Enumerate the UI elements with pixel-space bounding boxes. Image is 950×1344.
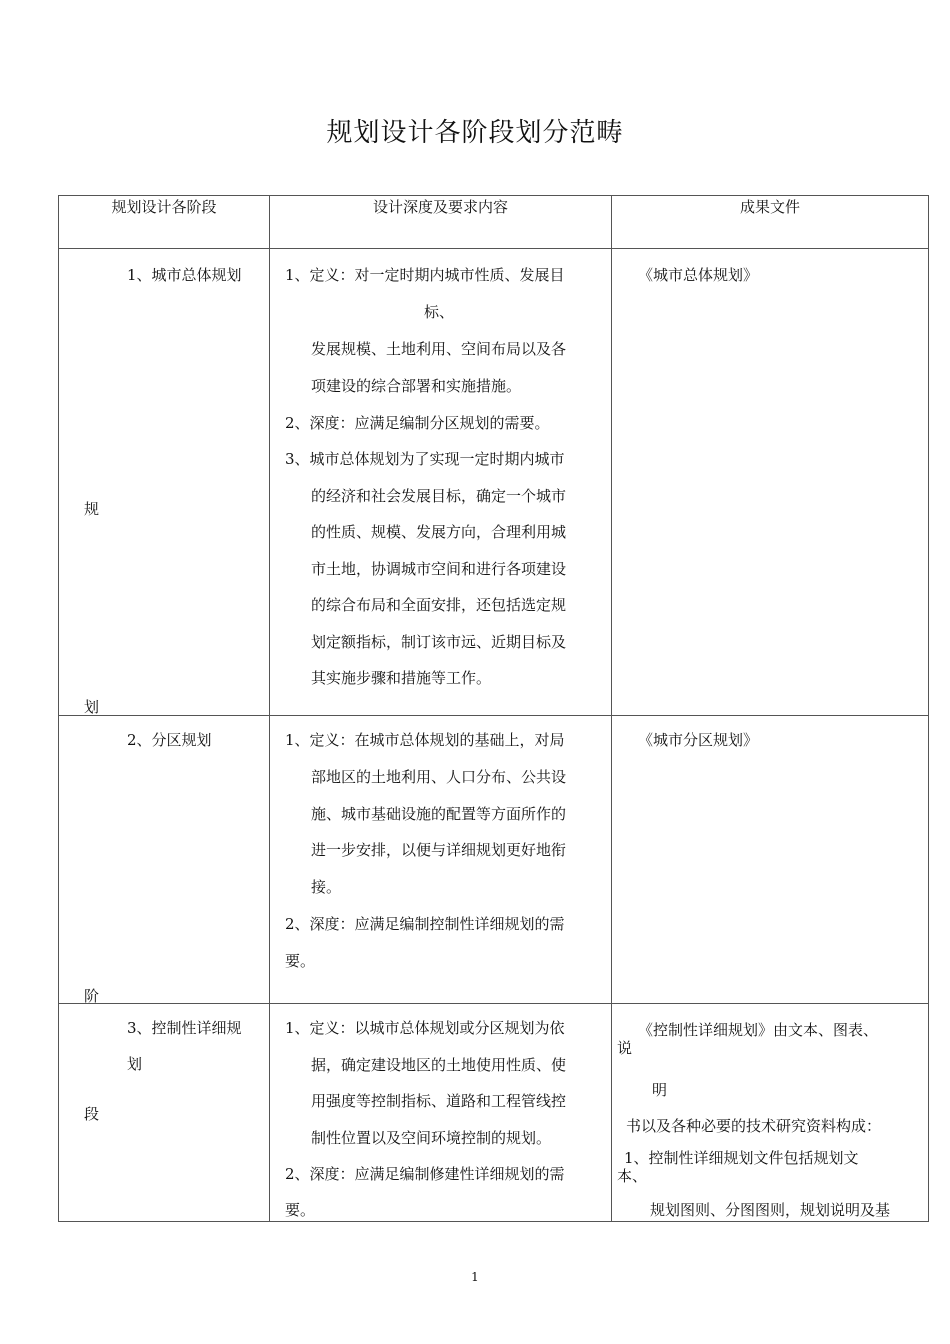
result-line: 《控制性详细规划》由文本、图表、 <box>638 1021 879 1039</box>
header-result: 成果文件 <box>612 196 929 249</box>
phase-char: 阶 <box>84 987 100 1005</box>
phase-char: 规 <box>84 500 100 518</box>
stage-cell <box>59 249 270 716</box>
result-cell <box>612 249 929 716</box>
result-line: 1、控制性详细规划文件包括规划文 <box>624 1149 859 1167</box>
content-line: 市土地，协调城市空间和进行各项建设 <box>311 560 567 578</box>
result-line: 《城市总体规划》 <box>638 266 759 284</box>
stage-name: 2、分区规划 <box>127 731 212 749</box>
header-stage: 规划设计各阶段 <box>59 196 270 249</box>
content-line: 1、定义：在城市总体规划的基础上，对局 <box>285 731 565 749</box>
content-line: 的经济和社会发展目标，确定一个城市 <box>311 487 567 505</box>
content-line: 3、城市总体规划为了实现一定时期内城市 <box>285 450 565 468</box>
phase-char: 段 <box>84 1105 100 1123</box>
content-line: 进一步安排，以便与详细规划更好地衔 <box>311 841 567 859</box>
content-line: 标、 <box>424 303 455 321</box>
result-line: 书以及各种必要的技术研究资料构成： <box>626 1117 882 1135</box>
content-cell <box>270 716 612 1004</box>
result-line: 明 <box>652 1081 668 1099</box>
phase-char: 划 <box>84 698 100 716</box>
content-line: 接。 <box>311 878 342 896</box>
content-line: 1、定义：以城市总体规划或分区规划为依 <box>285 1019 565 1037</box>
stage-name: 1、城市总体规划 <box>127 266 242 284</box>
result-line: 《城市分区规划》 <box>638 731 759 749</box>
content-line: 划定额指标，制订该市远、近期目标及 <box>311 633 567 651</box>
header-content: 设计深度及要求内容 <box>270 196 612 249</box>
content-line: 施、城市基础设施的配置等方面所作的 <box>311 805 567 823</box>
content-line: 其实施步骤和措施等工作。 <box>311 669 492 687</box>
content-line: 的性质、规模、发展方向，合理利用城 <box>311 523 567 541</box>
content-line: 制性位置以及空间环境控制的规划。 <box>311 1129 552 1147</box>
page-title: 规划设计各阶段划分范畴 <box>326 118 624 148</box>
content-line: 据，确定建设地区的土地使用性质、使 <box>311 1056 567 1074</box>
content-line: 要。 <box>285 952 316 970</box>
table-row <box>59 1004 929 1222</box>
result-cell <box>612 716 929 1004</box>
result-line: 本、 <box>617 1167 648 1185</box>
content-line: 要。 <box>285 1201 316 1219</box>
page-number: 1 <box>471 1270 479 1284</box>
table-row <box>59 249 929 716</box>
stage-name: 3、控制性详细规 <box>127 1019 242 1037</box>
content-line: 发展规模、土地利用、空间布局以及各 <box>311 340 567 358</box>
table-row <box>59 716 929 1004</box>
content-line: 项建设的综合部署和实施措施。 <box>311 377 522 395</box>
stage-cell <box>59 716 270 1004</box>
content-line: 部地区的土地利用、人口分布、公共设 <box>311 768 567 786</box>
content-line: 2、深度：应满足编制修建性详细规划的需 <box>285 1165 565 1183</box>
stage-table <box>58 195 929 1222</box>
content-cell <box>270 249 612 716</box>
stage-name: 划 <box>127 1055 143 1073</box>
table-header-row <box>59 196 929 249</box>
content-cell <box>270 1004 612 1222</box>
result-line: 规划图则、分图图则，规划说明及基 <box>650 1201 891 1219</box>
content-line: 用强度等控制指标、道路和工程管线控 <box>311 1092 567 1110</box>
content-line: 2、深度：应满足编制控制性详细规划的需 <box>285 915 565 933</box>
stage-cell <box>59 1004 270 1222</box>
result-cell <box>612 1004 929 1222</box>
content-line: 的综合布局和全面安排，还包括选定规 <box>311 596 567 614</box>
result-line: 说 <box>617 1039 633 1057</box>
content-line: 1、定义：对一定时期内城市性质、发展目 <box>285 266 565 284</box>
content-line: 2、深度：应满足编制分区规划的需要。 <box>285 414 550 432</box>
